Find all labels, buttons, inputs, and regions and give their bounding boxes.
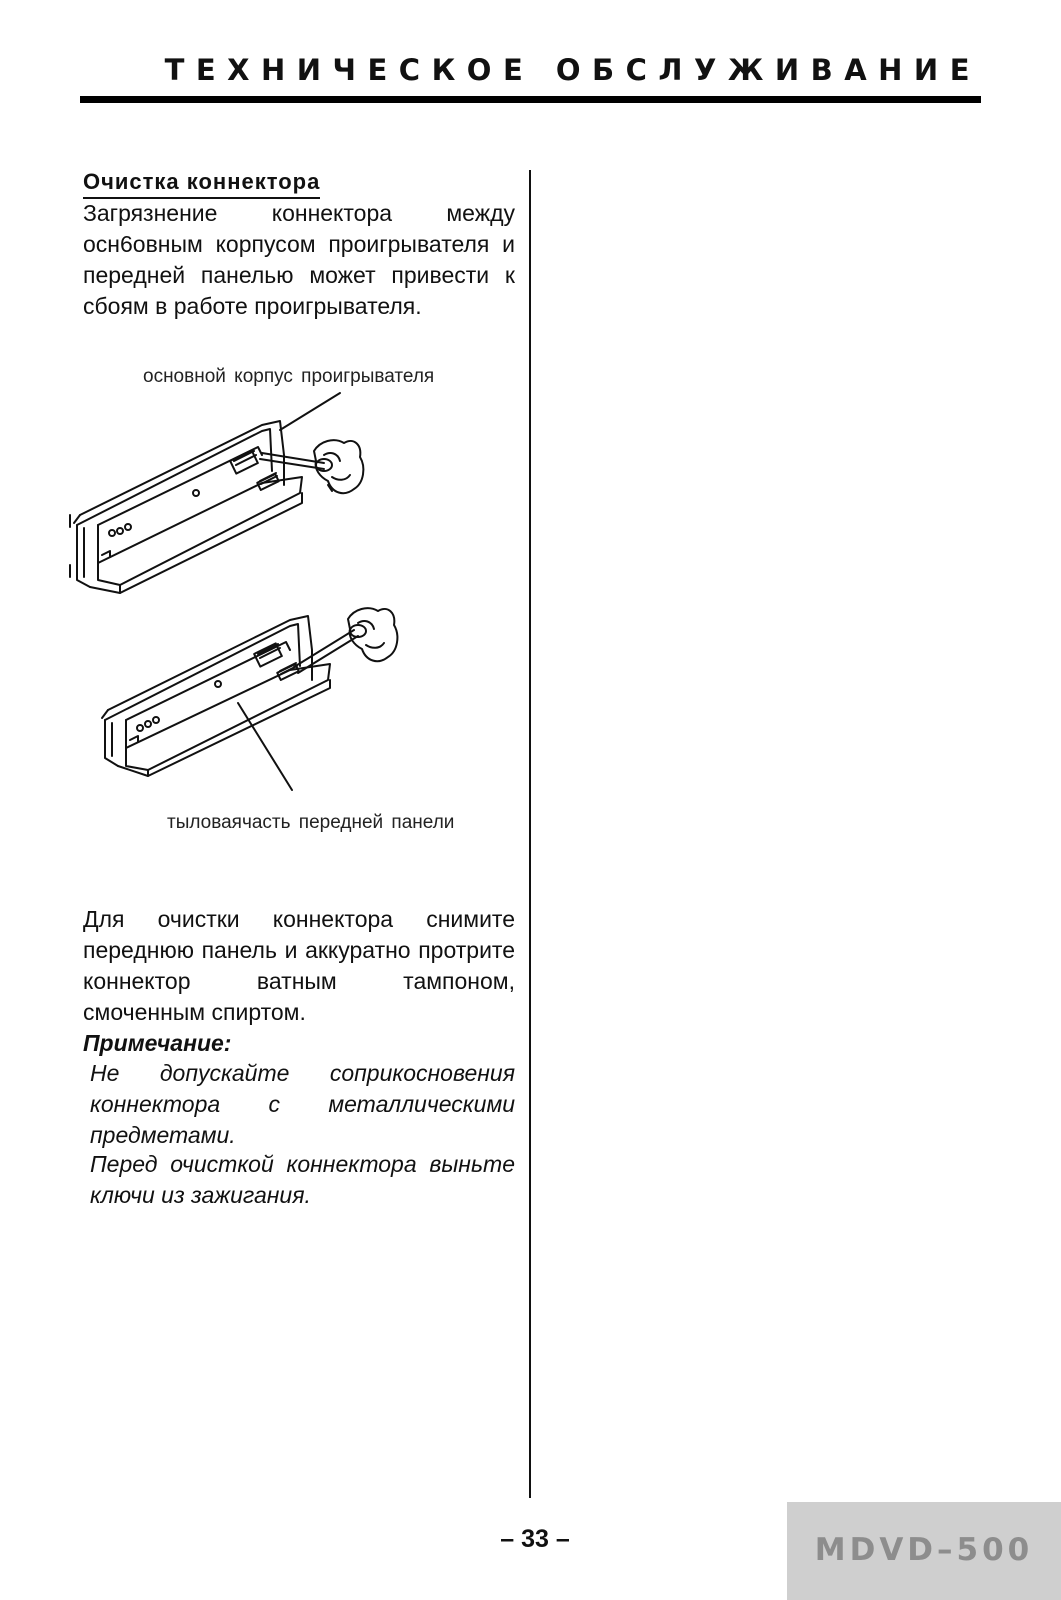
leader-line-bottom xyxy=(238,703,292,790)
column-divider xyxy=(529,170,531,1498)
note-heading: Примечание: xyxy=(83,1030,232,1056)
note-item: Не допускайте соприкосновения коннектора с металлическими предметами. xyxy=(90,1060,515,1148)
connector-cleaning-illustration xyxy=(62,385,532,805)
model-badge xyxy=(787,1502,1061,1600)
figure-label-main-unit: основной корпус проигрывателя xyxy=(143,366,435,387)
instructions-paragraph: Для очистки коннектора снимите переднюю панель и аккуратно протрите коннектор ватным тампоном, смоченным спиртом. xyxy=(83,906,515,1025)
model-name: MDVD–500 xyxy=(814,1532,1034,1568)
leader-line-top xyxy=(280,393,340,430)
hand-with-swab-bottom xyxy=(294,608,397,673)
note-item: Перед очисткой коннектора выньте ключи из зажигания. xyxy=(90,1151,515,1208)
figure-label-front-panel-back: тыловаячасть передней панели xyxy=(167,812,455,833)
hand-with-swab-top xyxy=(260,440,363,493)
header-rule xyxy=(80,96,981,103)
main-unit-drawing xyxy=(70,421,302,593)
intro-paragraph: Загрязнение коннектора между осн6овным корпусом проигрывателя и передней панелью может привести к сбоям в работе проигрывателя. xyxy=(83,200,515,319)
front-panel-drawing xyxy=(102,616,330,776)
page-number: – 33 – xyxy=(500,1525,570,1553)
page-header-title: ТЕХНИЧЕСКОЕ ОБСЛУЖИВАНИЕ xyxy=(164,53,981,87)
section-title: Очистка коннектора xyxy=(83,168,320,199)
